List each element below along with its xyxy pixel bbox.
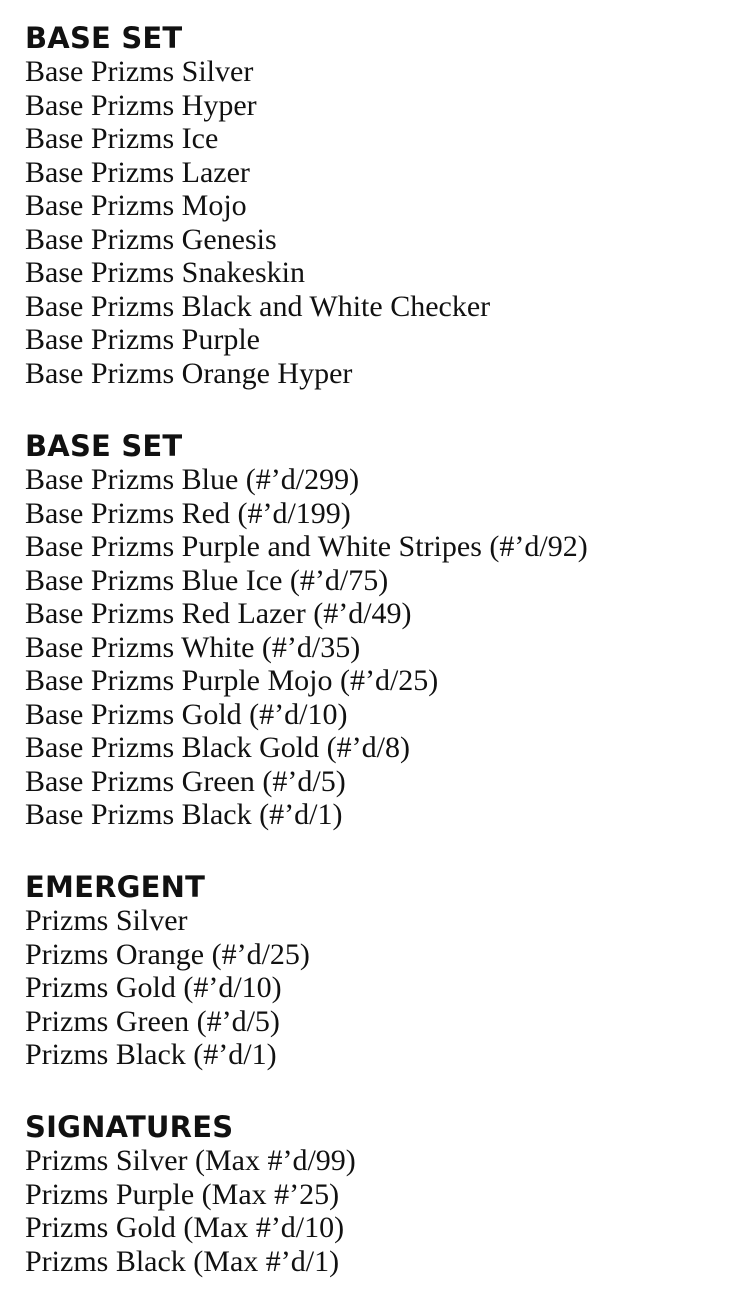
list-item: Base Prizms White (#’d/35) (25, 630, 361, 664)
list-item: Base Prizms Orange Hyper (25, 356, 353, 390)
list-item: Base Prizms Genesis (25, 222, 277, 256)
section-emergent (25, 870, 310, 1072)
list-item: Prizms Black (Max #’d/1) (25, 1244, 340, 1278)
list-item: Base Prizms Silver (25, 55, 254, 88)
list-item: Base Prizms Gold (#’d/10) (25, 697, 348, 731)
list-item: Base Prizms Blue (#’d/299) (25, 463, 360, 496)
list-item: Base Prizms Ice (25, 122, 219, 155)
list-item: Base Prizms Black Gold (#’d/8) (25, 731, 410, 764)
list-item: Prizms Purple (Max #’25) (25, 1177, 340, 1211)
list-item: Prizms Black (#’d/1) (25, 1038, 277, 1071)
list-item: Base Prizms Black and White Checker (25, 289, 491, 323)
parallel-list (25, 55, 490, 390)
list-item: Base Prizms Blue Ice (#’d/75) (25, 563, 389, 597)
list-item: Prizms Green (#’d/5) (25, 1004, 280, 1038)
list-item: Base Prizms Purple and White Stripes (#’d/92) (25, 530, 588, 563)
list-item: Prizms Gold (Max #’d/10) (25, 1211, 345, 1244)
section-heading: BASE SET (25, 429, 183, 463)
list-item: Base Prizms Purple Mojo (#’d/25) (25, 664, 439, 697)
list-item: Prizms Orange (#’d/25) (25, 937, 310, 971)
section-base-set-1 (25, 21, 490, 390)
section-heading: SIGNATURES (25, 1110, 234, 1144)
list-item: Prizms Silver (Max #’d/99) (25, 1144, 356, 1177)
list-item: Prizms Silver (25, 904, 188, 937)
parallel-list (25, 463, 588, 832)
parallel-list (25, 904, 310, 1072)
list-item: Base Prizms Mojo (25, 189, 247, 222)
list-item: Base Prizms Red Lazer (#’d/49) (25, 597, 412, 630)
parallel-list (25, 1144, 356, 1278)
list-item: Base Prizms Hyper (25, 88, 257, 122)
list-item: Base Prizms Green (#’d/5) (25, 764, 346, 798)
section-base-set-2 (25, 429, 588, 832)
list-item: Base Prizms Black (#’d/1) (25, 798, 343, 831)
section-heading: EMERGENT (25, 870, 206, 904)
list-item: Base Prizms Snakeskin (25, 256, 305, 289)
section-heading: BASE SET (25, 21, 183, 55)
section-signatures (25, 1110, 356, 1278)
list-item: Prizms Gold (#’d/10) (25, 971, 282, 1004)
list-item: Base Prizms Red (#’d/199) (25, 496, 351, 530)
list-item: Base Prizms Lazer (25, 155, 250, 189)
list-item: Base Prizms Purple (25, 323, 260, 356)
